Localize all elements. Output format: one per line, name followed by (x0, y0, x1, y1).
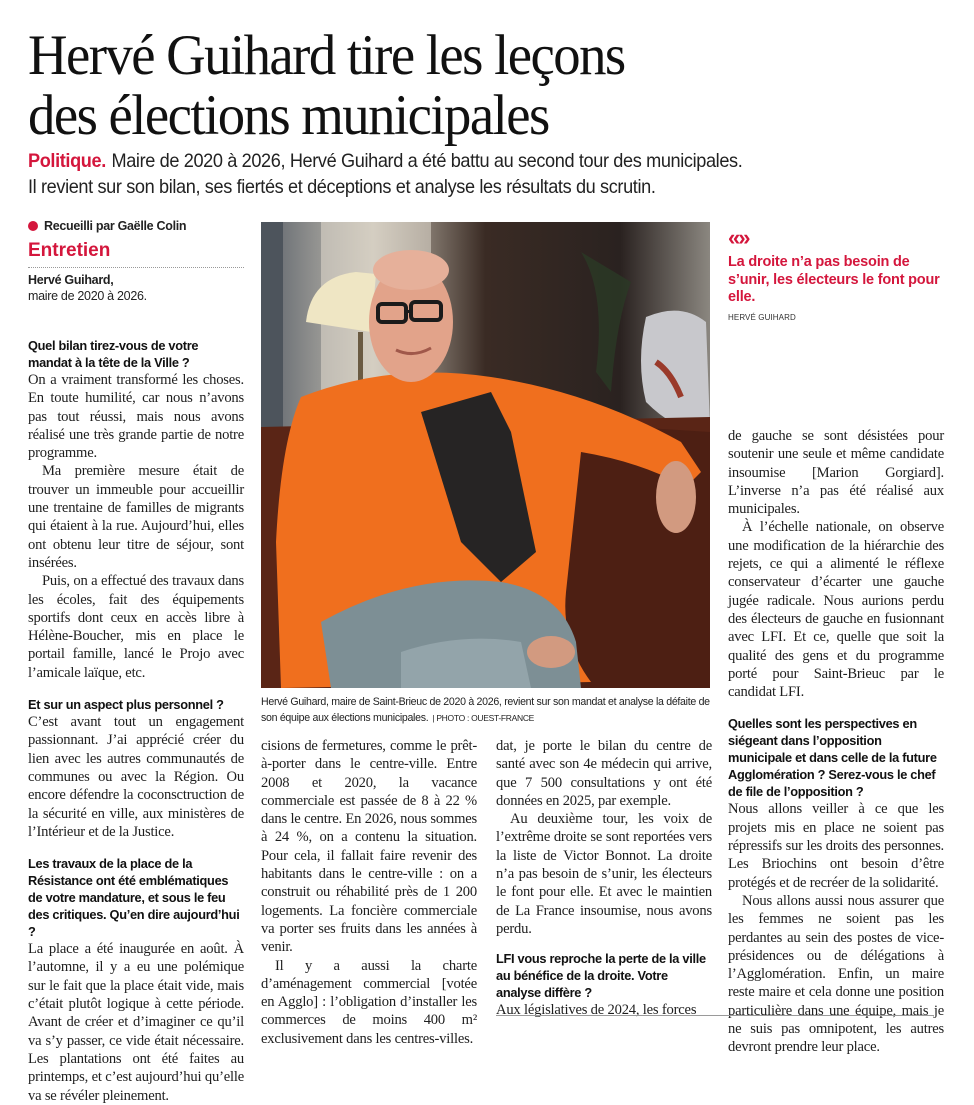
headline-line-1: Hervé Guihard tire les leçons (28, 24, 625, 87)
answer-paragraph: Nous allons veiller à ce que les projets mis en place ne soient pas répressifs sur les droits des personnes. Les Briochins ont besoin d’être protégés et de recréer de la solidarité. (728, 801, 944, 891)
photo-credit: | PHOTO : OUEST-FRANCE (432, 713, 535, 723)
pull-quote-author: HERVÉ GUIHARD (728, 312, 796, 322)
guillemets-icon: «» (728, 225, 749, 250)
kicker: Politique. (28, 150, 106, 172)
answer-paragraph: Puis, on a effectué des travaux dans les écoles, fait des équipements sportifs dont ceux en accès libre à Hélène-Boucher, mis en place le portail famille, lancé le Projo avec l’amicale laïque, etc. (28, 573, 244, 681)
chapo-line-1: Maire de 2020 à 2026, Hervé Guihard a été battu au second tour des municipales. (111, 150, 743, 172)
body-paragraph: cisions de fermetures, comme le prêt-à-porter dans le centre-ville. Entre 2008 et 2020, la vacance commerciale est passée de 8 à 22 % dans le centre. En 2026, nous sommes à 24 %, on a contenu la situation. Pour cela, il fallait faire revenir des habitants dans le centre-ville : on a construit ou réhabilité près de 1 200 logements. La foncière commerciale va porter ses fruits dans les années à venir. (261, 738, 477, 956)
answer-paragraph: C’est avant tout un engagement passionnant. J’ai apprécié créer du lien avec les autres communautés de communes ou avec la Région. Ou encore défendre la coconsctruction de la sécurité en ville, aux ministères de l’Intérieur et de la Justice. (28, 714, 244, 840)
body-paragraph: dat, je porte le bilan du centre de santé avec son 4e médecin qui arrive, que 7 500 consultations y ont été données en 2025, par exemple. (496, 738, 712, 809)
answer-paragraph: Aux législatives de 2024, les forces (496, 1002, 697, 1019)
chapo-line-2: Il revient sur son bilan, ses fiertés et déceptions et analyse les résultats du scrutin. (28, 176, 656, 198)
caption-text: Hervé Guihard, maire de Saint-Brieuc de 2020 à 2026, revient sur son mandat et analyse la défaite de son équipe aux élections municipales. (261, 696, 710, 724)
pull-quote-text: La droite n’a pas besoin de s’unir, les électeurs le font pour elle. (728, 254, 940, 305)
question-lfi: LFI vous reproche la perte de la ville au bénéfice de la droite. Votre analyse diffère ? (496, 951, 706, 1001)
chapo (28, 148, 902, 200)
photo-illustration (261, 222, 710, 688)
question-2: Et sur un aspect plus personnel ? (28, 697, 224, 713)
answer-paragraph: On a vraiment transformé les choses. En toute humilité, car nous n’avons pas tout réussi, mais nous avons réalisé une très grande partie de notre programme. (28, 372, 244, 462)
question-1: Quel bilan tirez-vous de votre mandat à la tête de la Ville ? (28, 338, 199, 370)
column-2 (261, 737, 477, 1048)
dotted-divider (28, 267, 244, 268)
byline-text: Recueilli par Gaëlle Colin (44, 219, 187, 233)
section-label: Entretien (28, 240, 111, 261)
bottom-rule (496, 1015, 934, 1016)
column-1 (28, 337, 244, 1105)
question-perspectives: Quelles sont les perspectives en siégeant dans l’opposition municipale et dans celle de la future Agglomération ? Serez-vous le chef de file de l’opposition ? (728, 716, 937, 800)
question-3: Les travaux de la place de la Résistance ont été emblématiques de votre mandature, et sous le feu des critiques. Qu’en dire aujourd’hui ? (28, 856, 240, 940)
body-paragraph: À l’échelle nationale, on observe une modification de la hiérarchie des rejets, ce qui a alimenté le réflexe conservateur d’écarter une gauche jugée radicale. Nous aurions perdu des électeurs de gauche en fusionnant avec LFI. Et ce, quelle que soit la qualité des gens et du programme porté pour Saint-Brieuc par le candidat LFI. (728, 519, 944, 701)
interviewee-role: maire de 2020 à 2026. (28, 289, 147, 303)
answer-paragraph: Ma première mesure était de trouver un immeuble pour accueillir une trentaine de familles de migrants qui étaient à la rue. Aujourd’hui, elles ont obtenu leur titre de séjour, sont insérées. (28, 463, 244, 571)
column-3 (496, 737, 712, 1020)
headline (28, 26, 892, 146)
body-paragraph: Il y a aussi la charte d’aménagement commercial [votée en Agglo] : l’obligation d’installer les commerces de moins 400 m² exclusivement dans les centres-villes. (261, 957, 477, 1047)
column-4 (728, 427, 944, 1057)
byline (28, 219, 186, 233)
portrait-photo (261, 222, 710, 688)
interviewee-name: Hervé Guihard, (28, 273, 114, 287)
answer-paragraph: La place a été inaugurée en août. À l’automne, il y a eu une polémique sur le fait que la place était vide, mais c’était plutôt logique à cette période. Avant de créer et d’imaginer ce qu’il va s’y passer, ce vide était nécessaire. Les plantations ont été faites au printemps, et c’est aujourd’hui qu’elle va se révéler pleinement. (28, 941, 244, 1104)
interviewee-block (28, 272, 147, 304)
body-paragraph: Au deuxième tour, les voix de l’extrême droite se sont reportées vers la liste de Victor Bonnot. La droite n’a pas besoin de s’unir, les électeurs le font pour elle. Et avec le maintien de La France insoumise, nous avons perdu. (496, 811, 712, 937)
answer-paragraph: Nous allons aussi nous assurer que les femmes ne soient pas les perdantes au sein des postes de vice-présidences ou de délégations à l’Agglomération. Enfin, un maire reste maire et cela donne une position particulière dans une équipe, mais je ne suis pas omnipotent, les autres devront prendre leur place. (728, 892, 944, 1056)
pull-quote (728, 226, 948, 322)
red-dot-icon (28, 221, 38, 231)
photo-caption (261, 694, 711, 726)
headline-line-2: des élections municipales (28, 84, 549, 147)
body-paragraph: de gauche se sont désistées pour soutenir une seule et même candidate insoumise [Marion Gorgiard]. L’inverse n’a pas été réalisé aux municipales. (728, 428, 944, 518)
